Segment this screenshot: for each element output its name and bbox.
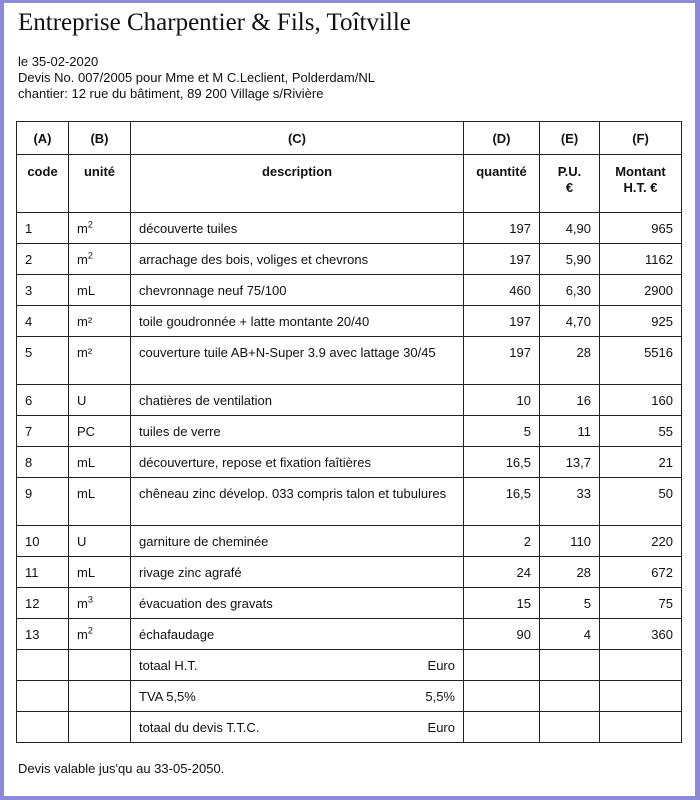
column-letter: (B) (69, 122, 131, 155)
table-row (17, 619, 682, 650)
table-row (17, 526, 682, 557)
cell-pu: 11 (540, 416, 600, 447)
header-description: description (131, 155, 464, 213)
cell-montant: 2900 (600, 275, 682, 306)
unit-base: PC (77, 424, 96, 439)
cell-pu: 4,90 (540, 213, 600, 244)
cell-montant: 75 (600, 588, 682, 619)
cell-code: 8 (17, 447, 69, 478)
cell-code: 11 (17, 557, 69, 588)
cell-pu: 16 (540, 385, 600, 416)
total-label: totaal H.T. (139, 658, 198, 673)
cell-unite (69, 478, 131, 526)
cell-montant: 965 (600, 213, 682, 244)
cell-total-value (600, 650, 682, 681)
cell-pu: 28 (540, 557, 600, 588)
cell-description: découverture, repose et fixation faîtières (131, 447, 464, 478)
cell-empty (464, 712, 540, 743)
cell-total-value (600, 712, 682, 743)
cell-pu: 4,70 (540, 306, 600, 337)
cell-pu: 6,30 (540, 275, 600, 306)
cell-code: 9 (17, 478, 69, 526)
cell-empty (540, 681, 600, 712)
unit-exponent: 3 (87, 594, 93, 605)
header-unite: unité (69, 155, 131, 213)
cell-unite (69, 416, 131, 447)
cell-code: 5 (17, 337, 69, 385)
unit-base: m (77, 596, 88, 611)
table-row (17, 244, 682, 275)
column-letter: (F) (600, 122, 682, 155)
cell-quantite: 197 (464, 306, 540, 337)
cell-unite (69, 588, 131, 619)
cell-total-label (131, 681, 464, 712)
header-code: code (17, 155, 69, 213)
header-montant-line1: Montant (615, 164, 666, 179)
cell-total-label (131, 712, 464, 743)
column-letter: (A) (17, 122, 69, 155)
table-row (17, 275, 682, 306)
cell-quantite: 90 (464, 619, 540, 650)
header-montant-line2: H.T. € (623, 180, 658, 195)
totals-row (17, 712, 682, 743)
header-pu-line2: € (565, 180, 574, 195)
totals (17, 650, 682, 743)
cell-empty (540, 712, 600, 743)
table-row (17, 588, 682, 619)
unit-base: mL (77, 565, 96, 580)
header-pu-line1: P.U. (557, 164, 582, 179)
column-letter: (C) (131, 122, 464, 155)
cell-montant: 21 (600, 447, 682, 478)
cell-quantite: 197 (464, 337, 540, 385)
cell-empty (69, 650, 131, 681)
cell-description: chêneau zinc dévelop. 033 compris talon et tubulures (131, 478, 464, 526)
unit-base: m² (77, 314, 93, 329)
cell-unite (69, 619, 131, 650)
unit-base: m (77, 627, 88, 642)
unit-base: mL (77, 486, 96, 501)
totals-row (17, 681, 682, 712)
cell-empty (17, 712, 69, 743)
cell-quantite: 10 (464, 385, 540, 416)
total-unit: 5,5% (425, 689, 455, 704)
cell-description: toile goudronnée + latte montante 20/40 (131, 306, 464, 337)
cell-description: échafaudage (131, 619, 464, 650)
cell-code: 7 (17, 416, 69, 447)
cell-unite (69, 337, 131, 385)
cell-code: 2 (17, 244, 69, 275)
unit-exponent: 2 (87, 625, 93, 636)
cell-pu: 110 (540, 526, 600, 557)
cell-empty (69, 712, 131, 743)
date-line: le 35-02-2020 (18, 54, 99, 69)
cell-unite (69, 244, 131, 275)
table-row (17, 306, 682, 337)
column-letter: (E) (540, 122, 600, 155)
devis-table (16, 121, 682, 743)
unit-base: m (77, 252, 88, 267)
cell-pu: 4 (540, 619, 600, 650)
cell-empty (540, 650, 600, 681)
table-row (17, 447, 682, 478)
cell-unite (69, 306, 131, 337)
cell-description: garniture de cheminée (131, 526, 464, 557)
cell-quantite: 16,5 (464, 447, 540, 478)
cell-total-label (131, 650, 464, 681)
cell-empty (464, 681, 540, 712)
column-headers-row (17, 155, 682, 213)
cell-description: couverture tuile AB+N-Super 3.9 avec lattage 30/45 (131, 337, 464, 385)
cell-quantite: 24 (464, 557, 540, 588)
cell-quantite: 2 (464, 526, 540, 557)
cell-empty (464, 650, 540, 681)
cell-description: chatières de ventilation (131, 385, 464, 416)
cell-quantite: 15 (464, 588, 540, 619)
column-letter: (D) (464, 122, 540, 155)
cell-quantite: 197 (464, 213, 540, 244)
cell-unite (69, 213, 131, 244)
table-row (17, 213, 682, 244)
totals-row (17, 650, 682, 681)
unit-base: m² (77, 345, 93, 360)
cell-code: 3 (17, 275, 69, 306)
cell-code: 12 (17, 588, 69, 619)
total-unit: Euro (427, 720, 455, 735)
cell-montant: 1162 (600, 244, 682, 275)
cell-code: 4 (17, 306, 69, 337)
cell-unite (69, 447, 131, 478)
cell-pu: 28 (540, 337, 600, 385)
cell-quantite: 16,5 (464, 478, 540, 526)
cell-quantite: 460 (464, 275, 540, 306)
cell-code: 6 (17, 385, 69, 416)
devis-line: Devis No. 007/2005 pour Mme et M C.Leclient, Polderdam/NL (18, 70, 375, 85)
chantier-line: chantier: 12 rue du bâtiment, 89 200 Village s/Rivière (18, 86, 324, 101)
header-pu (540, 155, 600, 213)
cell-code: 1 (17, 213, 69, 244)
cell-unite (69, 557, 131, 588)
cell-montant: 925 (600, 306, 682, 337)
total-label: TVA 5,5% (139, 689, 196, 704)
table-row (17, 557, 682, 588)
cell-unite (69, 385, 131, 416)
cell-description: découverte tuiles (131, 213, 464, 244)
table-row (17, 478, 682, 526)
cell-pu: 13,7 (540, 447, 600, 478)
header-quantite: quantité (464, 155, 540, 213)
cell-description: évacuation des gravats (131, 588, 464, 619)
total-label: totaal du devis T.T.C. (139, 720, 260, 735)
cell-pu: 33 (540, 478, 600, 526)
cell-empty (17, 681, 69, 712)
header-montant (600, 155, 682, 213)
cell-montant: 50 (600, 478, 682, 526)
cell-pu: 5 (540, 588, 600, 619)
cell-description: rivage zinc agrafé (131, 557, 464, 588)
cell-quantite: 5 (464, 416, 540, 447)
total-unit: Euro (427, 658, 455, 673)
cell-montant: 220 (600, 526, 682, 557)
cell-description: arrachage des bois, voliges et chevrons (131, 244, 464, 275)
company-name: Entreprise Charpentier & Fils, Toîtville (18, 9, 411, 36)
validity-note: Devis valable jus'qu au 33-05-2050. (18, 761, 225, 776)
cell-montant: 672 (600, 557, 682, 588)
cell-quantite: 197 (464, 244, 540, 275)
unit-exponent: 2 (87, 219, 93, 230)
unit-base: mL (77, 283, 96, 298)
cell-code: 13 (17, 619, 69, 650)
table-row (17, 337, 682, 385)
cell-empty (69, 681, 131, 712)
cell-montant: 55 (600, 416, 682, 447)
cell-montant: 360 (600, 619, 682, 650)
unit-exponent: 2 (87, 250, 93, 261)
cell-montant: 160 (600, 385, 682, 416)
cell-pu: 5,90 (540, 244, 600, 275)
column-letters-row (17, 122, 682, 155)
unit-base: m (77, 221, 88, 236)
cell-description: chevronnage neuf 75/100 (131, 275, 464, 306)
cell-unite (69, 526, 131, 557)
cell-description: tuiles de verre (131, 416, 464, 447)
table-row (17, 416, 682, 447)
unit-base: U (77, 534, 87, 549)
table-row (17, 385, 682, 416)
cell-montant: 5516 (600, 337, 682, 385)
unit-base: mL (77, 455, 96, 470)
cell-total-value (600, 681, 682, 712)
cell-unite (69, 275, 131, 306)
line-items (17, 213, 682, 650)
cell-empty (17, 650, 69, 681)
cell-code: 10 (17, 526, 69, 557)
document-page (4, 3, 695, 796)
unit-base: U (77, 393, 87, 408)
